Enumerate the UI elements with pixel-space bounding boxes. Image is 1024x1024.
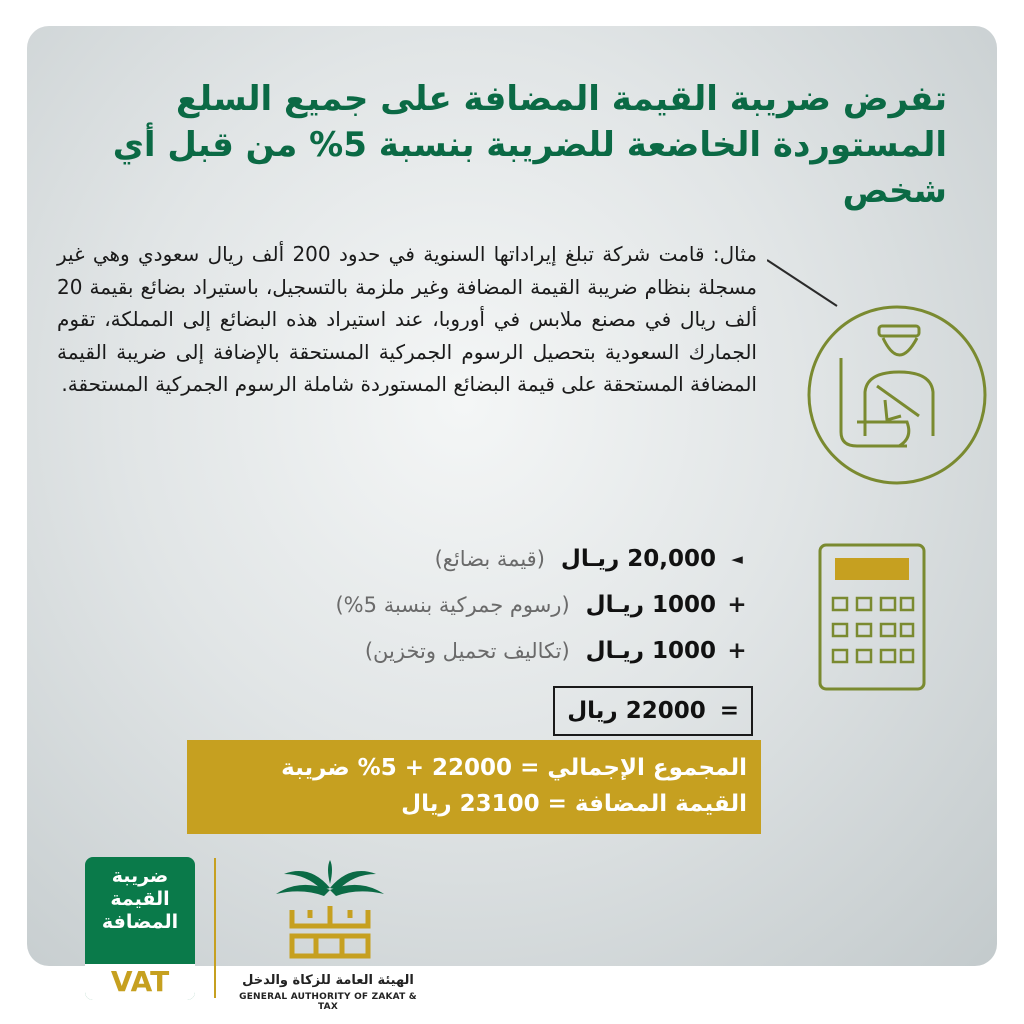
calc-note: (رسوم جمركية بنسبة 5%) bbox=[335, 593, 570, 617]
grand-total-box bbox=[187, 740, 761, 834]
vat-logo-line: المضافة bbox=[101, 911, 179, 933]
customs-officer-icon bbox=[767, 240, 997, 490]
subtotal-amount: 22000 ريال bbox=[567, 698, 706, 724]
calc-note: (تكاليف تحميل وتخزين) bbox=[364, 639, 570, 663]
vat-logo-line: القيمة bbox=[110, 888, 170, 910]
calc-row-goods-value bbox=[152, 536, 752, 582]
calc-amount: 1000 ريـال bbox=[585, 592, 716, 618]
arrow-icon: ◄ bbox=[731, 550, 743, 568]
vat-logo bbox=[85, 857, 195, 1000]
grand-total-line-1: المجموع الإجمالي = 22000 + 5% ضريبة bbox=[281, 755, 747, 781]
calc-row-handling-costs bbox=[152, 628, 752, 674]
vat-logo-line: ضريبة bbox=[111, 865, 169, 887]
infographic-card bbox=[27, 26, 997, 966]
plus-operator: + bbox=[727, 638, 747, 664]
vat-logo-latin: VAT bbox=[85, 964, 195, 1000]
equals-operator: = bbox=[719, 698, 739, 724]
zakat-logo-icon bbox=[270, 860, 390, 970]
subtotal-box bbox=[553, 686, 753, 736]
grand-total-line-2: القيمة المضافة = 23100 ريال bbox=[401, 791, 747, 817]
footer-divider bbox=[214, 858, 216, 998]
calculator-icon bbox=[817, 542, 927, 692]
headline: تفرض ضريبة القيمة المضافة على جميع السلع المستوردة الخاضعة للضريبة بنسبة 5% من قبل أي شخص bbox=[112, 79, 947, 211]
example-paragraph: مثال: قامت شركة تبلغ إيراداتها السنوية في حدود 200 ألف ريال سعودي وهي غير مسجلة بنظام ضريبة القيمة المضافة وغير ملزمة بالتسجيل، باستيراد بضائع بقيمة 20 ألف ريال في مصنع ملابس في أوروبا، عند استيراد هذه البضائع إلى المملكة، تقوم الجمارك السعودية بتحصيل الرسوم الجمركية المستحقة بالإضافة إلى ضريبة القيمة المضافة المستحقة على قيمة البضائع المستوردة شاملة الرسوم الجمركية المستحقة. bbox=[57, 242, 757, 396]
calc-amount: 20,000 ريـال bbox=[560, 546, 716, 572]
vat-logo-arabic bbox=[85, 857, 195, 934]
authority-name-arabic: الهيئة العامة للزكاة والدخل bbox=[242, 973, 414, 988]
authority-name-english: GENERAL AUTHORITY OF ZAKAT & TAX bbox=[239, 992, 417, 1012]
calc-amount: 1000 ريـال bbox=[585, 638, 716, 664]
calc-row-customs-duty bbox=[152, 582, 752, 628]
calculation-list bbox=[152, 536, 752, 674]
plus-operator: + bbox=[727, 592, 747, 618]
calc-note: (قيمة بضائع) bbox=[434, 547, 545, 571]
